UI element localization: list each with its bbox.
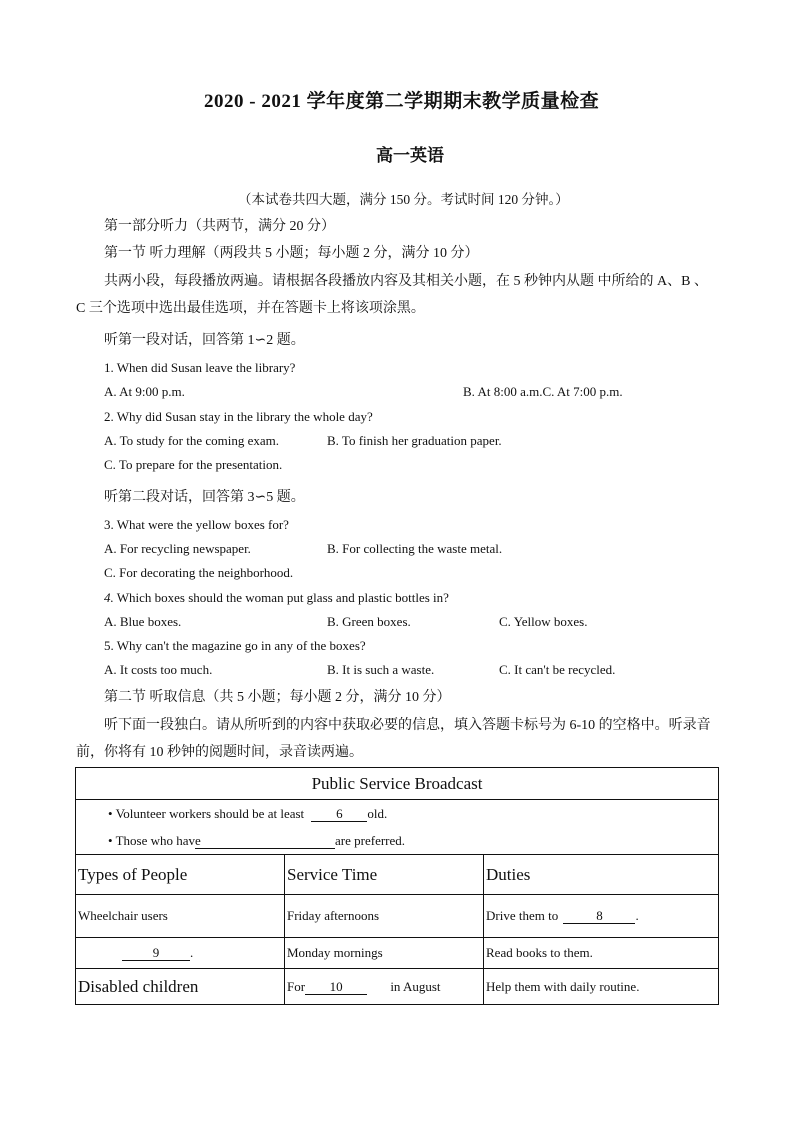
requirement-experience (78, 827, 716, 854)
q3-option-a: A. For recycling newspaper. (104, 541, 251, 556)
question-4-text: Which boxes should the woman put glass and plastic bottles in? (113, 590, 449, 605)
q2-option-b: B. To finish her graduation paper. (327, 433, 502, 448)
cell-time-suffix: in August (390, 978, 441, 994)
answer-blank-8[interactable]: 8 (563, 909, 635, 924)
q2-option-a: A. To study for the coming exam. (104, 433, 280, 448)
section1-heading: 第一节 听力理解（两段共 5 小题；每小题 2 分，满分 10 分） (104, 246, 479, 261)
table-row (76, 969, 719, 1005)
requirement-experience-text: Those who hav (115, 833, 196, 848)
cell-duty (484, 895, 719, 938)
cell-duty: Help them with daily routine. (484, 969, 719, 1005)
cell-time: Monday mornings (285, 938, 484, 969)
question-2: 2. Why did Susan stay in the library the whole day? (104, 409, 373, 424)
question-4 (104, 590, 449, 606)
cell-type (76, 938, 285, 969)
column-header-types: Types of People (76, 855, 285, 895)
q1-option-a: A. At 9:00 p.m. (104, 384, 185, 399)
column-header-duties: Duties (484, 855, 719, 895)
answer-blank-10[interactable]: 10 (305, 980, 367, 995)
question-5: 5. Why can't the magazine go in any of the boxes? (104, 638, 366, 653)
section1-instruction-line2: C 三个选项中选出最佳选项，并在答题卡上将该项涂黑。 (76, 301, 425, 316)
q4-option-a: A. Blue boxes. (104, 614, 182, 629)
requirement-age-suffix: old. (367, 806, 388, 821)
cell-duty-text: Drive them to (486, 908, 559, 923)
part1-heading: 第一部分听力（共两节，满分 20 分） (104, 219, 335, 234)
exam-title: 2020 - 2021 学年度第二学期期末教学质量检查 (204, 91, 600, 112)
q1-option-b: B. At 8:00 a.m. (463, 384, 543, 399)
requirement-experience-suffix: are preferred. (335, 833, 406, 848)
section2-heading: 第二节 听取信息（共 5 小题；每小题 2 分，满分 10 分） (104, 690, 451, 705)
requirement-age-text: Volunteer workers should be at least (115, 806, 305, 821)
subject-title: 高一英语 (376, 146, 444, 165)
answer-blank-6[interactable]: 6 (311, 807, 367, 822)
cell-time (285, 969, 484, 1005)
dialog1-instruction: 听第一段对话，回答第 1∽2 题。 (104, 333, 305, 348)
answer-blank-7[interactable]: e (195, 834, 335, 849)
broadcast-requirements (76, 800, 719, 855)
cell-type: Wheelchair users (76, 895, 285, 938)
table-row (76, 895, 719, 938)
requirement-age (78, 800, 716, 827)
column-header-time: Service Time (285, 855, 484, 895)
question-3: 3. What were the yellow boxes for? (104, 517, 289, 532)
q2-option-c: C. To prepare for the presentation. (104, 457, 283, 472)
q5-option-c: C. It can't be recycled. (499, 662, 616, 677)
section2-instruction-line2: 前，你将有 10 秒钟的阅题时间，录音读两遍。 (76, 745, 363, 760)
q5-option-b: B. It is such a waste. (327, 662, 435, 677)
cell-time-prefix: For (287, 978, 306, 994)
dialog2-instruction: 听第二段对话，回答第 3∽5 题。 (104, 490, 305, 505)
bullet-dot: • (108, 833, 113, 848)
section2-instruction-line1: 听下面一段独白。请从所听到的内容中获取必要的信息，填入答题卡标号为 6-10 的空格中。听录音 (104, 718, 711, 733)
q1-option-b-c (463, 384, 623, 400)
q4-option-b: B. Green boxes. (327, 614, 411, 629)
broadcast-table (75, 767, 719, 1005)
q3-option-b: B. For collecting the waste metal. (327, 541, 503, 556)
question-4-number: 4. (104, 590, 114, 605)
exam-note: （本试卷共四大题，满分 150 分。考试时间 120 分钟。） (238, 192, 569, 207)
q3-option-c: C. For decorating the neighborhood. (104, 565, 294, 580)
q4-option-c: C. Yellow boxes. (499, 614, 588, 629)
q1-option-c: C. At 7:00 p.m. (542, 384, 623, 399)
cell-type-suffix: . (190, 945, 194, 960)
q5-option-a: A. It costs too much. (104, 662, 213, 677)
cell-type: Disabled children (76, 969, 285, 1005)
broadcast-title: Public Service Broadcast (76, 768, 719, 800)
table-row (76, 938, 719, 969)
section1-instruction-line1: 共两小段，每段播放两遍。请根据各段播放内容及其相关小题，在 5 秒钟内从题 中所给的 A、B 、 (104, 274, 708, 289)
cell-time: Friday afternoons (285, 895, 484, 938)
question-1: 1. When did Susan leave the library? (104, 360, 296, 375)
cell-duty-suffix: . (635, 908, 639, 923)
bullet-dot: • (108, 806, 113, 821)
answer-blank-9[interactable]: 9 (122, 946, 190, 961)
cell-duty: Read books to them. (484, 938, 719, 969)
